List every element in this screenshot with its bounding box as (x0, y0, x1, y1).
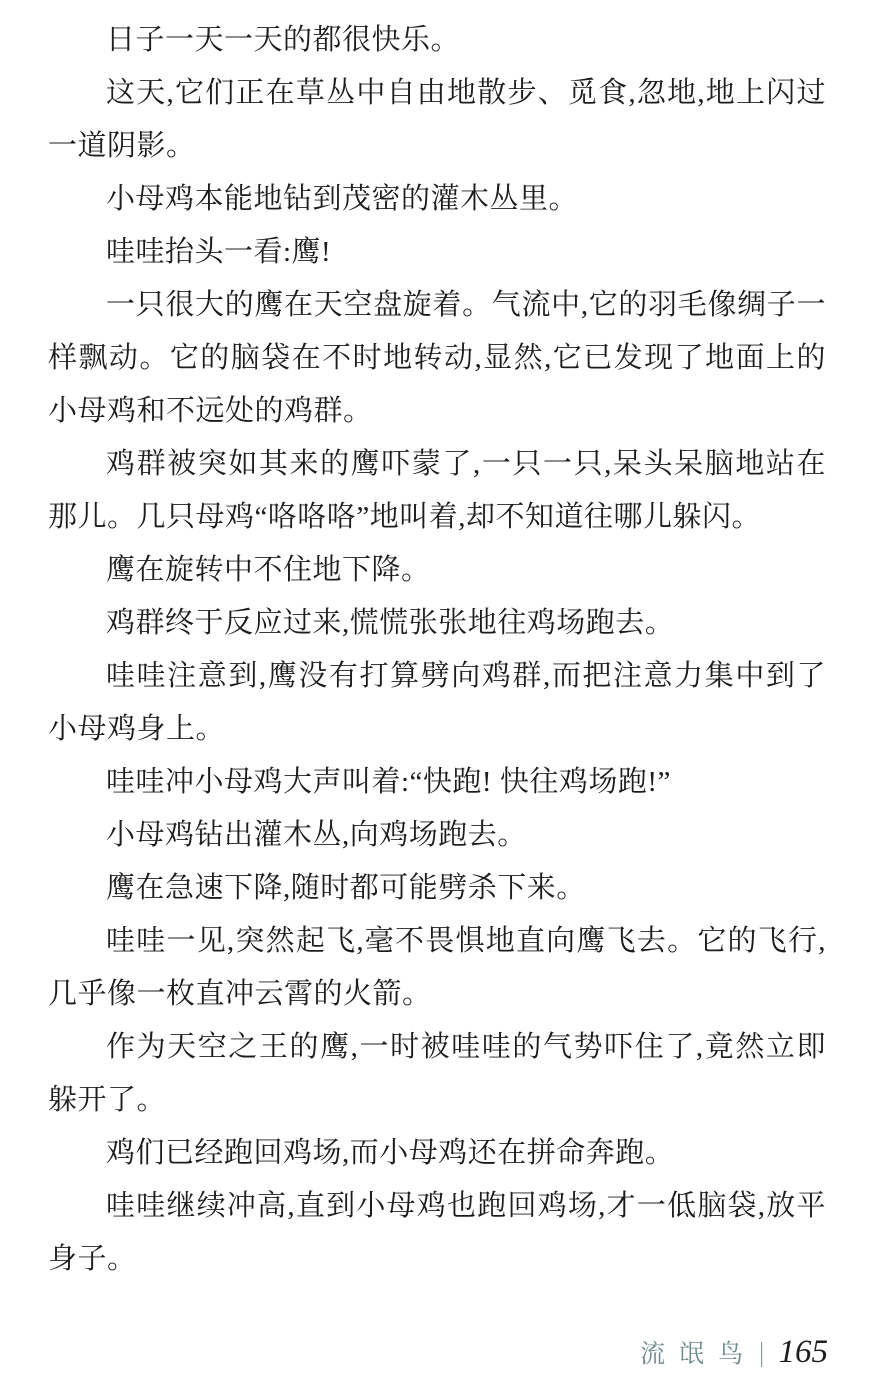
paragraph: 这天,它们正在草丛中自由地散步、觅食,忽地,地上闪过一道阴影。 (48, 77, 826, 162)
paragraph: 鸡们已经跑回鸡场,而小母鸡还在拼命奔跑。 (106, 1137, 675, 1169)
paragraph: 鸡群被突如其来的鹰吓蒙了,一只一只,呆头呆脑地站在那儿。几只母鸡“咯咯咯”地叫着,却不知道往哪儿躲闪。 (48, 448, 826, 533)
paragraph: 小母鸡钻出灌木丛,向鸡场跑去。 (106, 819, 527, 851)
paragraph: 一只很大的鹰在天空盘旋着。气流中,它的羽毛像绸子一样飘动。它的脑袋在不时地转动,显然,它已发现了地面上的小母鸡和不远处的鸡群。 (48, 289, 826, 427)
paragraph: 小母鸡本能地钻到茂密的灌木丛里。 (106, 183, 579, 215)
paragraph: 哇哇冲小母鸡大声叫着:“快跑! 快往鸡场跑!” (106, 766, 671, 798)
footer-divider: | (759, 1336, 764, 1367)
book-title: 流氓鸟 (640, 1340, 758, 1368)
paragraph: 哇哇注意到,鹰没有打算劈向鸡群,而把注意力集中到了小母鸡身上。 (48, 660, 826, 745)
text-body (48, 14, 826, 1286)
paragraph: 鸡群终于反应过来,慌慌张张地往鸡场跑去。 (106, 607, 675, 639)
paragraph: 哇哇继续冲高,直到小母鸡也跑回鸡场,才一低脑袋,放平身子。 (48, 1190, 826, 1275)
paragraph: 鹰在急速下降,随时都可能劈杀下来。 (106, 872, 586, 904)
paragraph: 哇哇抬头一看:鹰! (106, 236, 332, 268)
paragraph: 作为天空之王的鹰,一时被哇哇的气势吓住了,竟然立即躲开了。 (48, 1031, 826, 1116)
page-footer (640, 1330, 828, 1374)
paragraph: 哇哇一见,突然起飞,毫不畏惧地直向鹰飞去。它的飞行,几乎像一枚直冲云霄的火箭。 (48, 925, 826, 1010)
page-number: 165 (778, 1333, 828, 1370)
paragraph: 鹰在旋转中不住地下降。 (106, 554, 431, 586)
paragraph: 日子一天一天的都很快乐。 (106, 24, 461, 56)
